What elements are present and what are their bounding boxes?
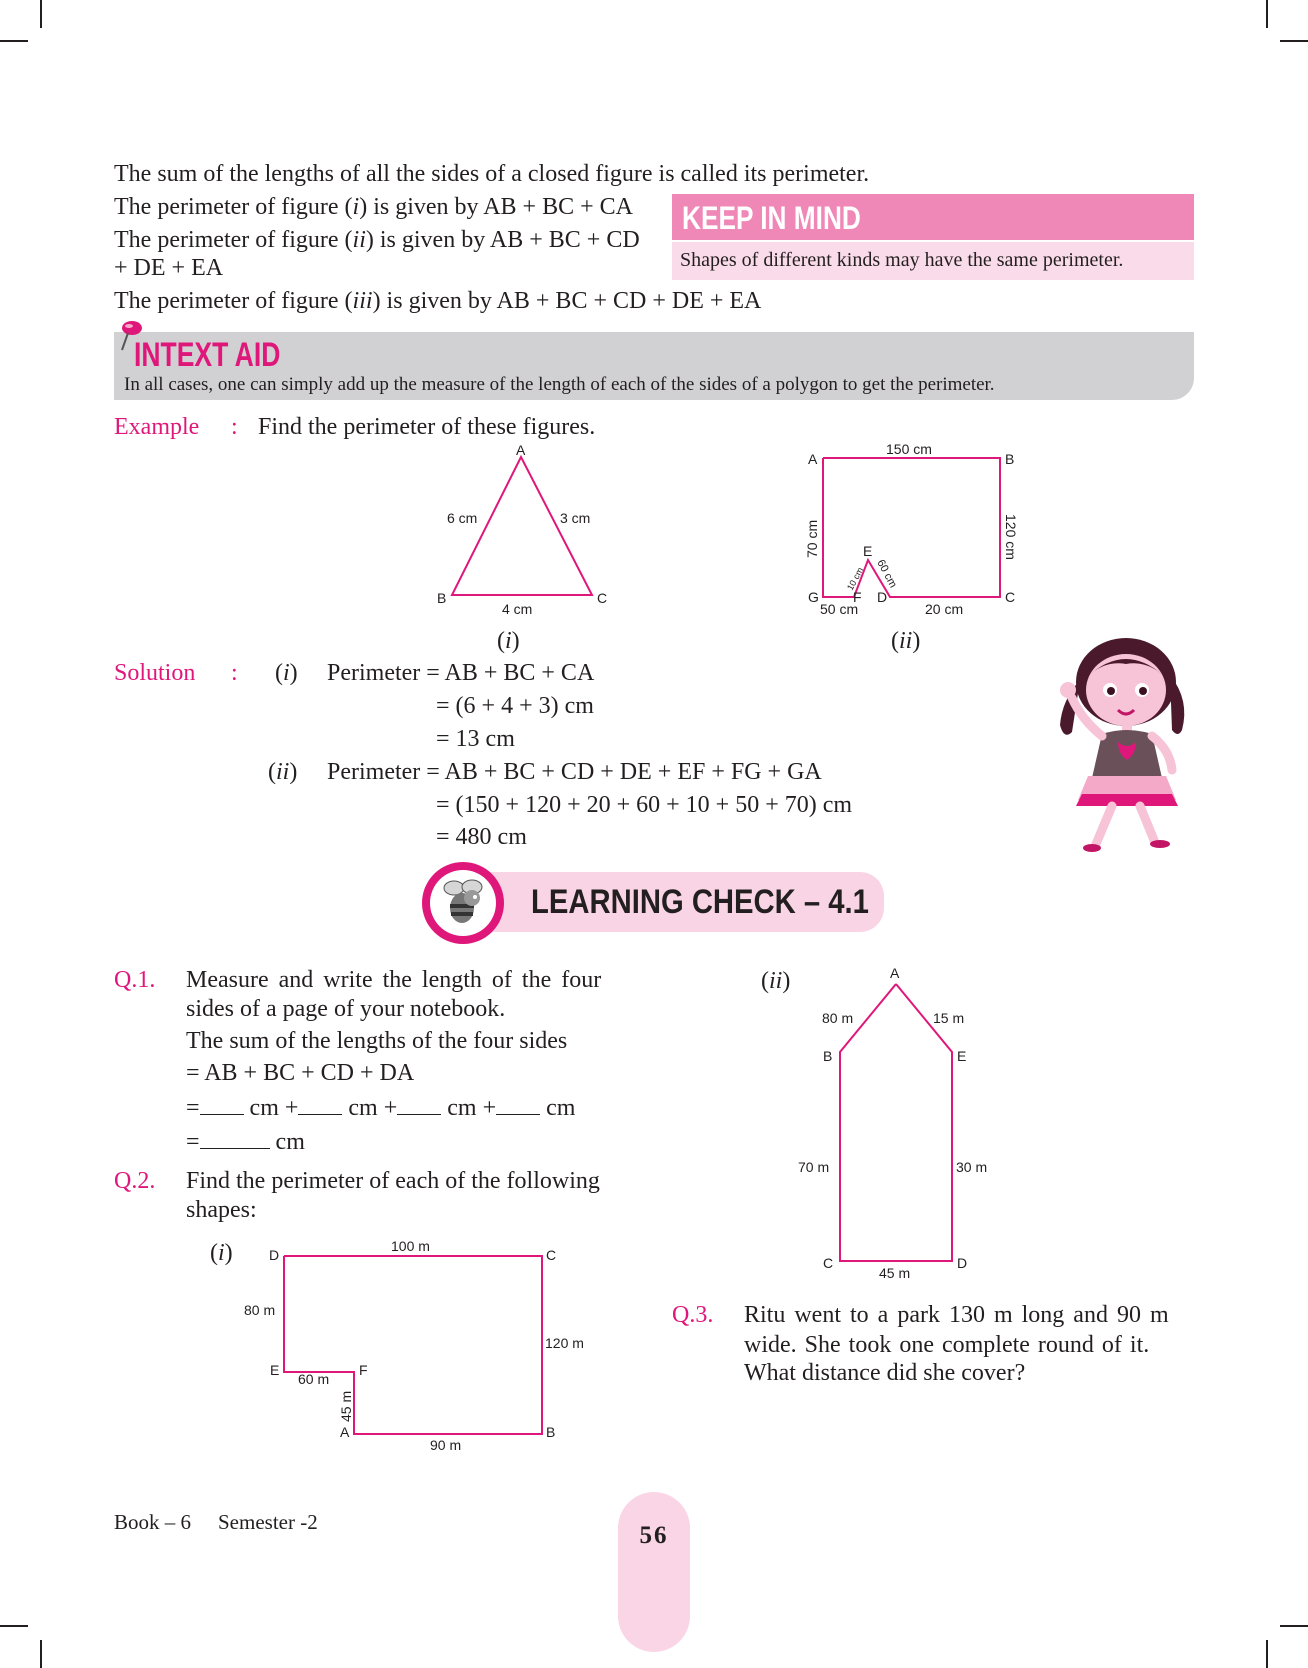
caption-roman: i bbox=[505, 628, 512, 654]
q1-number: Q.1. bbox=[114, 967, 156, 993]
vertex-label: A bbox=[890, 965, 900, 981]
side-label: 10 cm bbox=[844, 565, 866, 592]
page-number: 56 bbox=[639, 1522, 669, 1549]
side-label: 30 m bbox=[956, 1159, 988, 1175]
intro-text: ) is given by AB + BC + CD bbox=[365, 227, 640, 253]
vertex-label: A bbox=[516, 442, 526, 458]
q1-blanks-line bbox=[186, 1092, 575, 1123]
solution-ii-line1: Perimeter = AB + BC + CD + DE + EF + FG + GA bbox=[327, 759, 822, 785]
q1-total-line bbox=[186, 1126, 305, 1157]
bee-mascot-icon bbox=[420, 860, 506, 946]
vertex-label: A bbox=[808, 451, 818, 467]
example-text: Find the perimeter of these figures. bbox=[258, 414, 596, 440]
side-label: 15 m bbox=[933, 1010, 965, 1026]
q3-line1: Ritu went to a park 130 m long and 90 m bbox=[744, 1302, 1169, 1328]
unit-text: cm bbox=[275, 1129, 305, 1155]
answer-blank[interactable] bbox=[496, 1092, 540, 1115]
crop-mark bbox=[0, 40, 28, 42]
vertex-label: D bbox=[877, 589, 888, 605]
intext-aid-title: INTEXT AID bbox=[134, 336, 281, 374]
vertex-label: B bbox=[437, 590, 447, 606]
vertex-label: D bbox=[269, 1247, 280, 1263]
intro-text: ) is given by AB + BC + CA bbox=[359, 194, 633, 220]
example-label: Example bbox=[114, 414, 200, 440]
keep-in-mind-body bbox=[672, 242, 1194, 280]
intro-text: ) is given by AB + BC + CD + DE + EA bbox=[372, 288, 762, 314]
solution-part-i: (i) bbox=[275, 660, 298, 686]
girl-illustration bbox=[1052, 630, 1202, 856]
intro-line-1: The sum of the lengths of all the sides of a closed figure is called its perimeter. bbox=[114, 161, 870, 187]
vertex-label: B bbox=[823, 1048, 833, 1064]
keep-in-mind-header bbox=[672, 194, 1194, 240]
figure-caption-ii: (ii) bbox=[891, 628, 921, 654]
crop-mark bbox=[1266, 0, 1268, 28]
intro-line-3b: + DE + EA bbox=[114, 255, 224, 281]
q1-line4: = AB + BC + CD + DA bbox=[186, 1060, 415, 1086]
answer-blank[interactable] bbox=[200, 1092, 244, 1115]
q3-line2: wide. She took one complete round of it. bbox=[744, 1332, 1150, 1358]
side-label: 3 cm bbox=[560, 510, 591, 526]
side-label: 60 m bbox=[298, 1371, 330, 1387]
side-label: 60 cm bbox=[874, 557, 900, 590]
vertex-label: E bbox=[957, 1048, 967, 1064]
solution-ii-line2: = (150 + 120 + 20 + 60 + 10 + 50 + 70) cm bbox=[436, 792, 853, 818]
side-label: 20 cm bbox=[925, 601, 964, 617]
solution-ii-line3: = 480 cm bbox=[436, 824, 527, 850]
crop-mark bbox=[1280, 40, 1308, 42]
answer-blank[interactable] bbox=[397, 1092, 441, 1115]
shape-i-outline bbox=[284, 1256, 542, 1434]
figure-caption-i: (i) bbox=[497, 628, 520, 654]
side-label: 45 m bbox=[879, 1265, 911, 1281]
solution-i-line3: = 13 cm bbox=[436, 726, 515, 752]
q1-line3: The sum of the lengths of the four sides bbox=[186, 1028, 568, 1054]
intro-text: The perimeter of figure ( bbox=[114, 227, 353, 253]
unit-text: cm bbox=[546, 1095, 576, 1121]
side-label: 120 m bbox=[545, 1335, 584, 1351]
vertex-label: G bbox=[808, 589, 819, 605]
vertex-label: C bbox=[546, 1247, 557, 1263]
intext-aid-text: In all cases, one can simply add up the measure of the length of each of the sides of a polygon to get the perimeter. bbox=[124, 374, 995, 395]
vertex-label: C bbox=[823, 1255, 834, 1271]
side-label: 150 cm bbox=[886, 441, 932, 457]
intro-line-3 bbox=[114, 225, 640, 255]
q3-number: Q.3. bbox=[672, 1302, 714, 1328]
answer-blank[interactable] bbox=[298, 1092, 342, 1115]
crop-mark bbox=[40, 0, 42, 28]
unit-text: cm + bbox=[249, 1095, 299, 1121]
polygon-shape bbox=[823, 458, 1000, 597]
page-number-tab bbox=[618, 1492, 690, 1652]
side-label: 100 m bbox=[391, 1238, 430, 1254]
q3-line3: What distance did she cover? bbox=[744, 1360, 1026, 1386]
keep-in-mind-text: Shapes of different kinds may have the same perimeter. bbox=[680, 249, 1124, 271]
crop-mark bbox=[40, 1640, 42, 1668]
vertex-label: D bbox=[957, 1255, 968, 1271]
vertex-label: A bbox=[340, 1424, 350, 1440]
triangle-shape bbox=[452, 457, 592, 595]
q2-part-ii: (ii) bbox=[761, 968, 791, 994]
side-label: 50 cm bbox=[820, 601, 859, 617]
crop-mark bbox=[0, 1625, 28, 1627]
q2-line2: shapes: bbox=[186, 1197, 257, 1223]
vertex-label: C bbox=[1005, 589, 1016, 605]
vertex-label: B bbox=[546, 1424, 556, 1440]
q1-line1: Measure and write the length of the four bbox=[186, 967, 602, 993]
side-label: 70 cm bbox=[804, 519, 820, 558]
side-label: 80 m bbox=[244, 1302, 276, 1318]
unit-text: cm + bbox=[348, 1095, 398, 1121]
intro-line-4 bbox=[114, 286, 761, 316]
q1-line2: sides of a page of your notebook. bbox=[186, 996, 506, 1022]
part-roman: i bbox=[283, 660, 290, 686]
triangle-figure bbox=[420, 440, 620, 620]
vertex-label: F bbox=[359, 1362, 368, 1378]
side-label: 4 cm bbox=[502, 601, 533, 617]
solution-i-line1: Perimeter = AB + BC + CA bbox=[327, 660, 595, 686]
solution-label: Solution bbox=[114, 660, 196, 686]
vertex-label: C bbox=[597, 590, 608, 606]
intro-line-2 bbox=[114, 192, 633, 222]
side-label: 45 m bbox=[338, 1390, 354, 1422]
vertex-label: E bbox=[270, 1362, 280, 1378]
caption-roman: ii bbox=[899, 628, 913, 654]
q2-number: Q.2. bbox=[114, 1168, 156, 1194]
side-label: 90 m bbox=[430, 1437, 462, 1453]
q2-part-i: (i) bbox=[210, 1240, 233, 1266]
intro-roman: i bbox=[352, 194, 360, 220]
part-roman: i bbox=[218, 1240, 225, 1266]
side-label: 120 cm bbox=[1003, 514, 1019, 560]
answer-blank[interactable] bbox=[200, 1126, 270, 1149]
learning-check-title: LEARNING CHECK – 4.1 bbox=[531, 883, 869, 921]
footer-book: Book – 6 bbox=[114, 1510, 192, 1534]
shape-i-figure bbox=[240, 1234, 600, 1460]
intro-text: The perimeter of figure ( bbox=[114, 194, 353, 220]
intro-text: The perimeter of figure ( bbox=[114, 288, 353, 314]
side-label: 6 cm bbox=[447, 510, 478, 526]
vertex-label: F bbox=[853, 589, 862, 605]
intro-roman: iii bbox=[352, 288, 373, 314]
solution-part-ii: (ii) bbox=[268, 759, 298, 785]
solution-i-line2: = (6 + 4 + 3) cm bbox=[436, 693, 594, 719]
unit-text: cm + bbox=[447, 1095, 497, 1121]
solution-colon: : bbox=[231, 660, 238, 686]
side-label: 80 m bbox=[822, 1010, 854, 1026]
side-label: 70 m bbox=[798, 1159, 830, 1175]
footer-semester: Semester -2 bbox=[218, 1510, 318, 1534]
vertex-label: E bbox=[863, 543, 873, 559]
equals: = bbox=[186, 1129, 200, 1155]
shape-ii-figure bbox=[780, 960, 1020, 1290]
polygon-figure bbox=[800, 440, 1030, 620]
vertex-label: B bbox=[1005, 451, 1015, 467]
q2-line1: Find the perimeter of each of the following bbox=[186, 1168, 600, 1194]
equals: = bbox=[186, 1095, 200, 1121]
intro-roman: ii bbox=[352, 227, 366, 253]
crop-mark bbox=[1280, 1625, 1308, 1627]
crop-mark bbox=[1266, 1640, 1268, 1668]
keep-in-mind-title: KEEP IN MIND bbox=[682, 200, 861, 236]
example-colon: : bbox=[231, 414, 238, 440]
part-roman: ii bbox=[769, 968, 783, 994]
part-roman: ii bbox=[276, 759, 290, 785]
